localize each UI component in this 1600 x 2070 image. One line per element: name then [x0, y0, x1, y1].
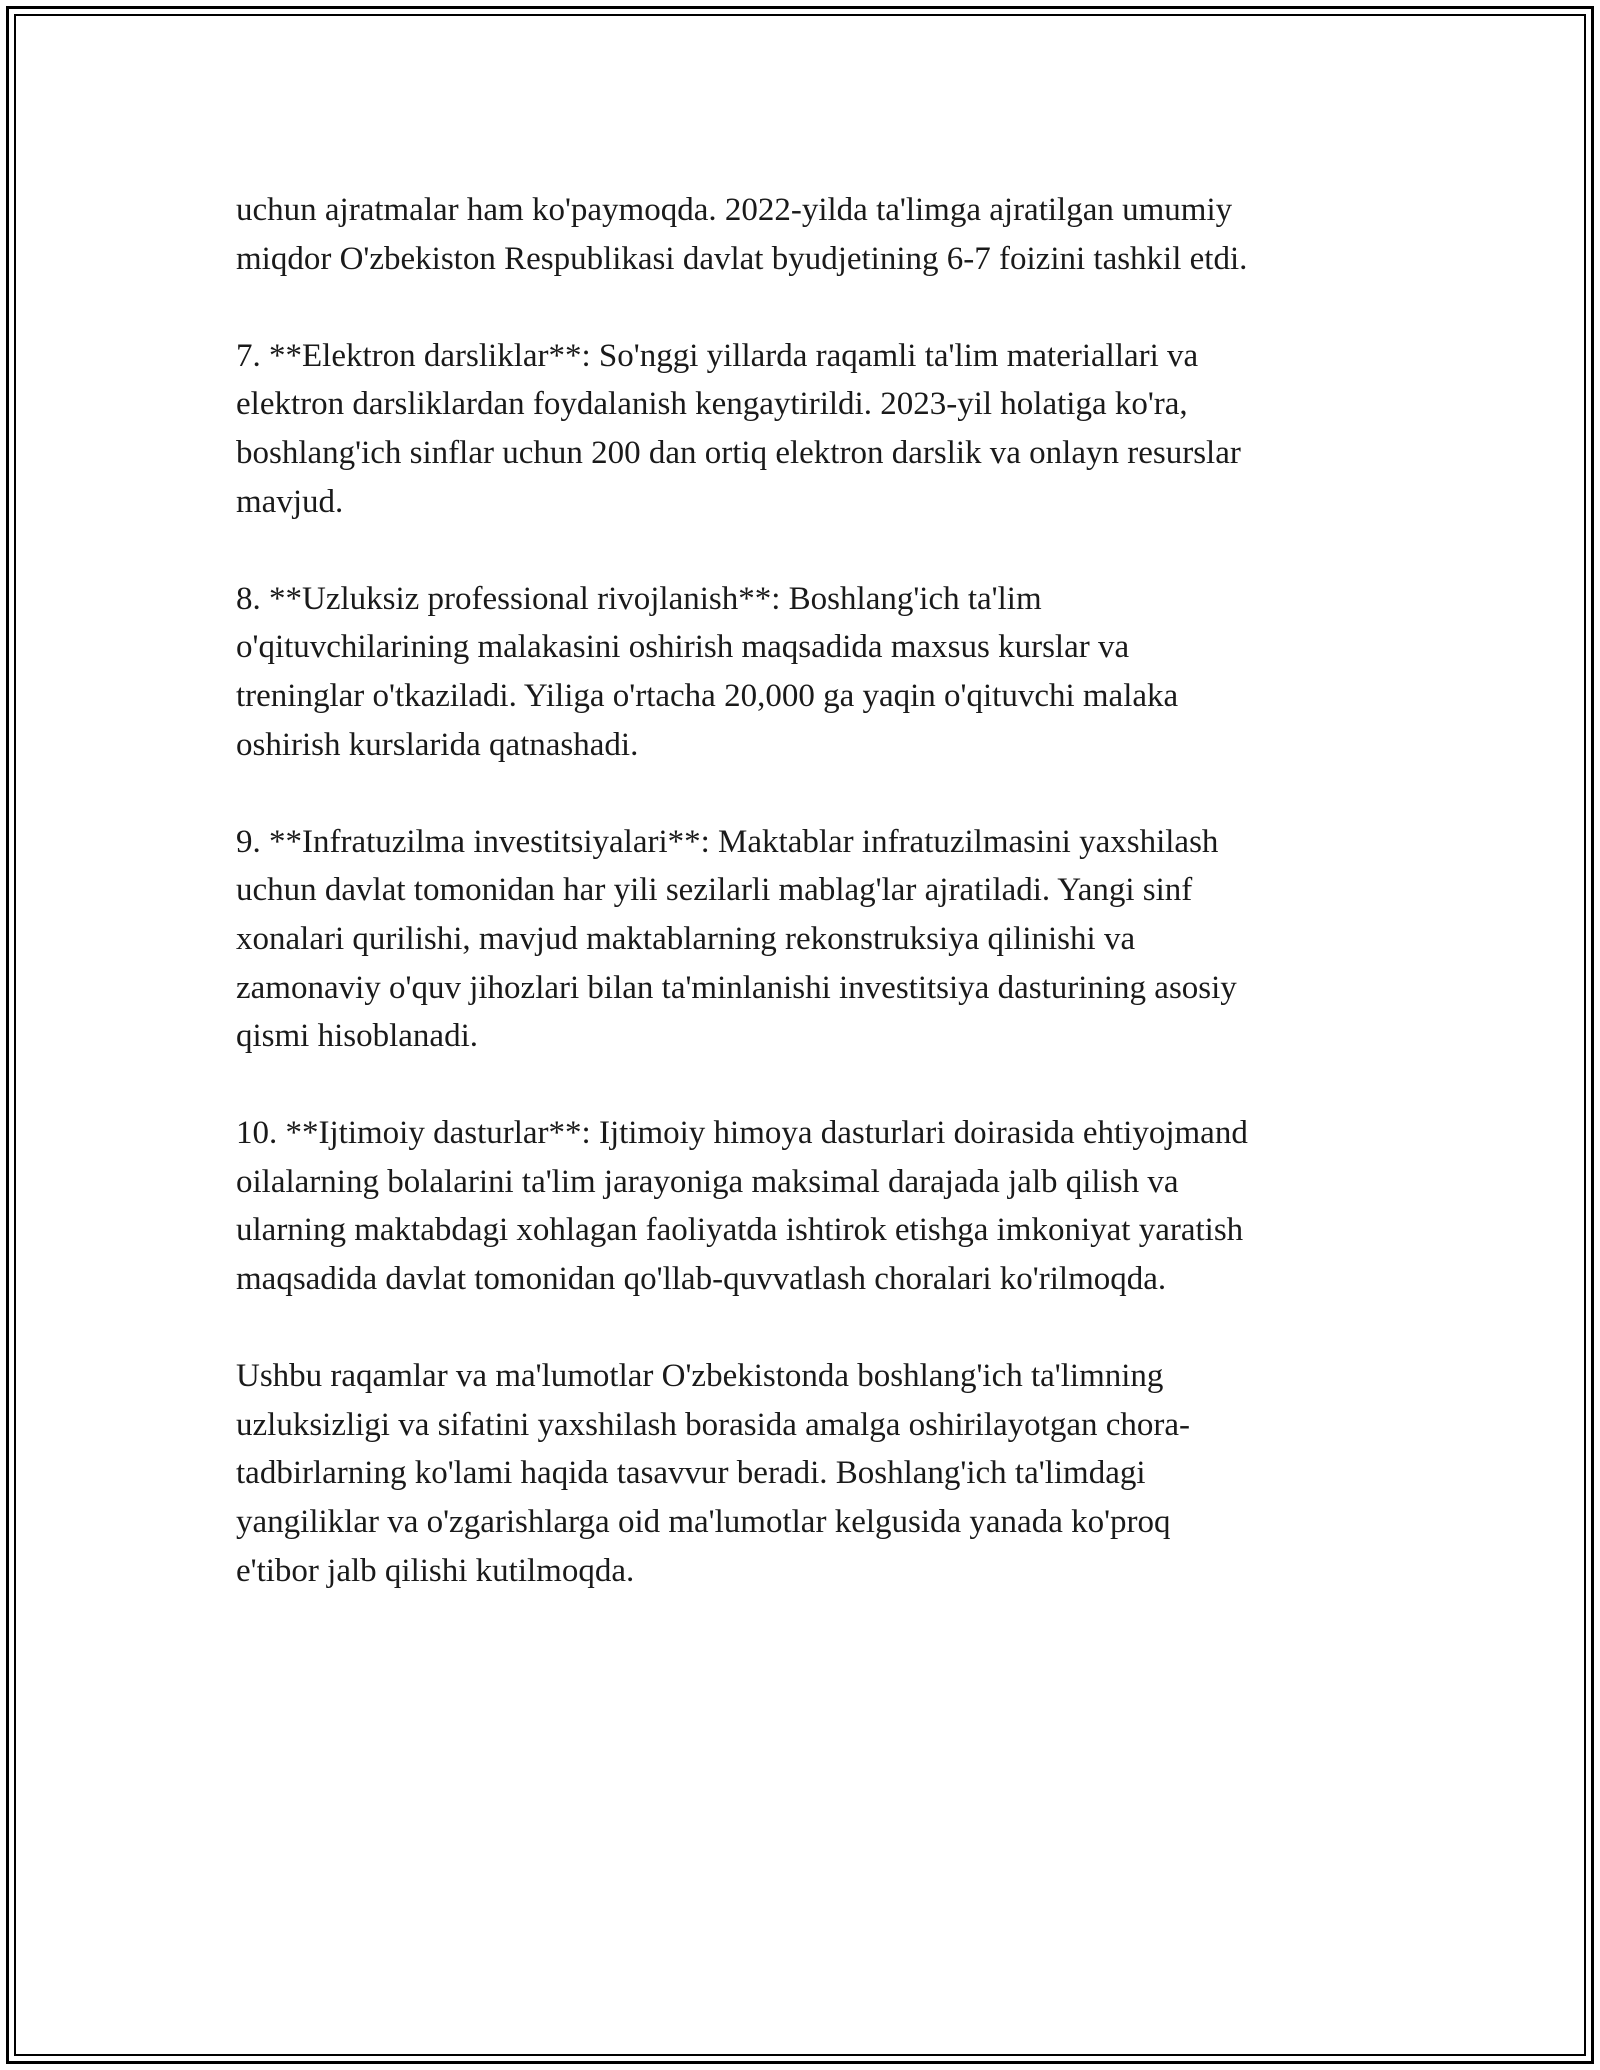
paragraph-conclusion — [236, 1352, 1386, 1595]
text-line: yangiliklar va o'zgarishlarga oid ma'lumotlar kelgusida yanada ko'proq — [236, 1504, 1171, 1541]
text-line: o'qituvchilarining malakasini oshirish maqsadida maxsus kurslar va — [236, 629, 1130, 666]
text-line: boshlang'ich sinflar uchun 200 dan ortiq elektron darslik va onlayn resurslar — [236, 434, 1241, 471]
text-line: uchun ajratmalar ham ko'paymoqda. 2022-yilda ta'limga ajratilgan umumiy — [236, 192, 1233, 228]
text-line: 10. **Ijtimoiy dasturlar**: Ijtimoiy himoya dasturlari doirasida ehtiyojmand — [236, 1115, 1248, 1152]
text-line: maqsadida davlat tomonidan qo'llab-quvvatlash choralari ko'rilmoqda. — [236, 1261, 1167, 1298]
text-line: uchun davlat tomonidan har yili sezilarli mablag'lar ajratiladi. Yangi sinf — [236, 872, 1193, 909]
text-line: e'tibor jalb qilishi kutilmoqda. — [236, 1552, 635, 1589]
text-line: 8. **Uzluksiz professional rivojlanish**: Boshlang'ich ta'lim — [236, 580, 1042, 617]
text-line: ularning maktabdagi xohlagan faoliyatda ishtirok etishga imkoniyat yaratish — [236, 1212, 1244, 1249]
paragraph-item-8 — [236, 575, 1386, 769]
paragraph-budget-continuation — [236, 186, 1386, 283]
text-line: qismi hisoblanadi. — [236, 1018, 478, 1055]
text-line: oilalarning bolalarini ta'lim jarayoniga maksimal darajada jalb qilish va — [236, 1163, 1179, 1200]
text-line: 7. **Elektron darsliklar**: So'nggi yillarda raqamli ta'lim materiallari va — [236, 337, 1199, 374]
text-line: zamonaviy o'quv jihozlari bilan ta'minlanishi investitsiya dasturining asosiy — [236, 969, 1237, 1006]
text-line: treninglar o'tkaziladi. Yiliga o'rtacha 20,000 ga yaqin o'qituvchi malaka — [236, 677, 1179, 714]
text-line: miqdor O'zbekiston Respublikasi davlat byudjetining 6-7 foizini tashkil etdi. — [236, 240, 1248, 277]
text-line: tadbirlarning ko'lami haqida tasavvur beradi. Boshlang'ich ta'limdagi — [236, 1455, 1146, 1492]
paragraph-item-9 — [236, 818, 1386, 1061]
text-line: mavjud. — [236, 483, 344, 520]
text-line: oshirish kurslarida qatnashadi. — [236, 726, 639, 763]
text-line: 9. **Infratuzilma investitsiyalari**: Maktablar infratuzilmasini yaxshilash — [236, 823, 1219, 860]
document-body — [236, 186, 1386, 1644]
text-line: uzluksizligi va sifatini yaxshilash borasida amalga oshirilayotgan chora- — [236, 1406, 1190, 1443]
text-line: elektron darsliklardan foydalanish kengaytirildi. 2023-yil holatiga ko'ra, — [236, 386, 1188, 423]
text-line: Ushbu raqamlar va ma'lumotlar O'zbekistonda boshlang'ich ta'limning — [236, 1358, 1164, 1395]
paragraph-item-7 — [236, 332, 1386, 526]
paragraph-item-10 — [236, 1109, 1386, 1303]
text-line: xonalari qurilishi, mavjud maktablarning rekonstruksiya qilinishi va — [236, 920, 1136, 957]
